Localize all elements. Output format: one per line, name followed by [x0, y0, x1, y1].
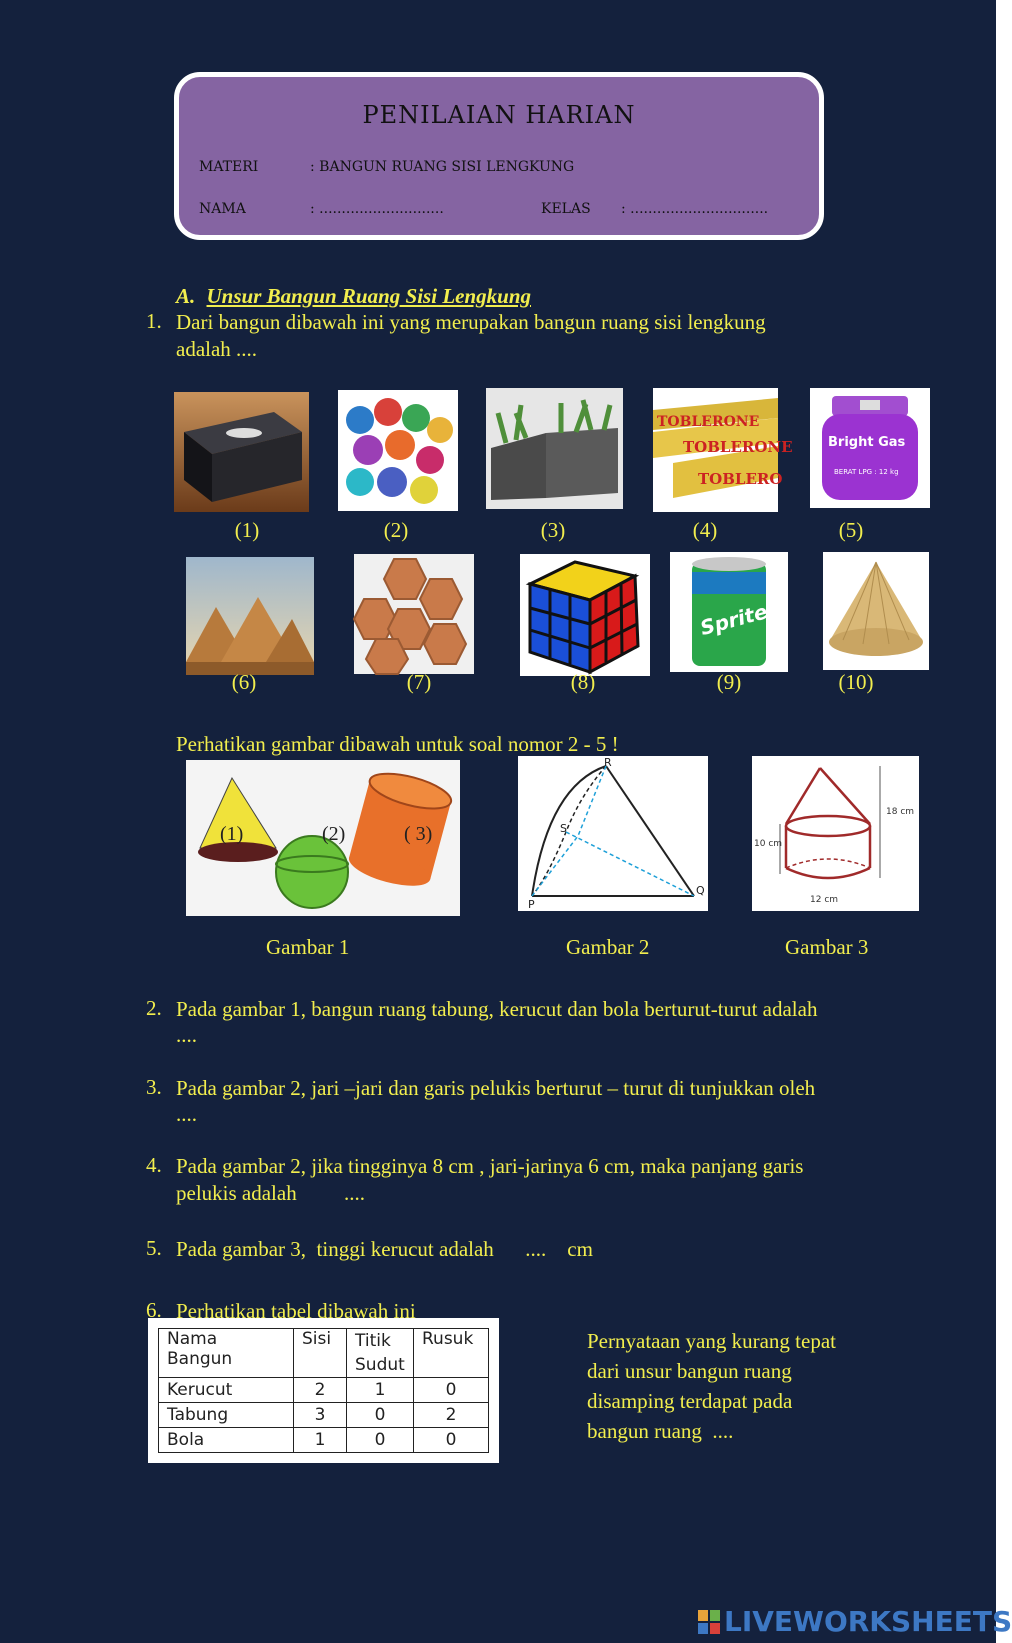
question-1-number: 1. — [146, 309, 162, 333]
page-title: PENILAIAN HARIAN — [362, 101, 636, 129]
rubiks-cube-image — [520, 554, 650, 676]
question-2-line2: .... — [176, 1023, 197, 1047]
table-cell: 0 — [347, 1428, 414, 1453]
figure-2-caption: Gambar 2 — [566, 935, 650, 959]
figure-3-caption: Gambar 3 — [785, 935, 869, 959]
figure-2-point-r: R — [604, 756, 612, 769]
liveworksheets-logo-icon — [698, 1610, 720, 1634]
tissue-box-image — [174, 392, 309, 512]
table-header — [347, 1329, 414, 1378]
figure-3-height-label: 18 cm — [886, 807, 915, 817]
table-header: Nama Bangun — [159, 1329, 294, 1378]
figure-1-image — [186, 760, 460, 916]
pyramids-image — [186, 557, 314, 675]
table-header: Rusuk — [414, 1329, 489, 1378]
question-2-line1: Pada gambar 1, bangun ruang tabung, kerucut dan bola berturut-turut adalah — [176, 997, 818, 1021]
q6-statement-line: Pernyataan yang kurang tepat — [587, 1329, 836, 1353]
question-1-line2: adalah .... — [176, 337, 258, 361]
table-cell: 2 — [294, 1378, 347, 1403]
q1-caption-4: (4) — [692, 518, 718, 542]
section-heading — [176, 283, 531, 310]
question-1-line1: Dari bangun dibawah ini yang merupakan bangun ruang sisi lengkung — [176, 310, 766, 334]
question-3-line1: Pada gambar 2, jari –jari dan garis pelukis berturut – turut di tunjukkan oleh — [176, 1076, 816, 1100]
figure-1-caption: Gambar 1 — [266, 935, 350, 959]
table-header: Sisi — [294, 1329, 347, 1378]
q6-statement — [587, 1326, 836, 1446]
figure-2-point-p: P — [528, 898, 535, 911]
table-cell: 0 — [414, 1428, 489, 1453]
q6-statement-line: dari unsur bangun ruang — [587, 1359, 792, 1383]
hexagon-tiles-image — [354, 554, 474, 674]
q1-caption-10: (10) — [838, 670, 874, 694]
q6-statement-line: bangun ruang .... — [587, 1419, 734, 1443]
q1-caption-2: (2) — [383, 518, 409, 542]
header-card — [174, 72, 824, 240]
figure-1-label-3: ( 3) — [404, 823, 433, 845]
toblerone-image — [653, 388, 793, 512]
table-row — [159, 1403, 489, 1428]
q6-statement-line: disamping terdapat pada — [587, 1389, 793, 1413]
gas-weight-text: BERAT LPG : 12 kg — [834, 468, 899, 476]
q1-caption-8: (8) — [570, 670, 596, 694]
table-header-row — [159, 1329, 489, 1378]
figure-2-point-s: S — [560, 822, 567, 835]
question-4-line1: Pada gambar 2, jika tingginya 8 cm , jari-jarinya 6 cm, maka panjang garis — [176, 1154, 804, 1178]
table-header-text: Titik — [355, 1331, 391, 1351]
question-4-line2: pelukis adalah .... — [176, 1181, 365, 1205]
question-5-line1: Pada gambar 3, tinggi kerucut adalah .... cm — [176, 1237, 593, 1261]
svg-text:TOBLERONE: TOBLERONE — [683, 438, 793, 456]
kelas-label: KELAS — [541, 201, 591, 217]
question-3-number: 3. — [146, 1075, 162, 1099]
figure-1-label-1: (1) — [220, 823, 244, 845]
table-cell: 1 — [294, 1428, 347, 1453]
table-cell: Kerucut — [159, 1378, 294, 1403]
question-4-number: 4. — [146, 1153, 162, 1177]
figure-3-image — [752, 756, 919, 911]
question-6-number: 6. — [146, 1298, 162, 1322]
q1-caption-5: (5) — [838, 518, 864, 542]
table-cell: 3 — [294, 1403, 347, 1428]
section-title: Unsur Bangun Ruang Sisi Lengkung — [206, 284, 532, 308]
kelas-field[interactable]: : ............................... — [621, 201, 769, 217]
q1-caption-3: (3) — [540, 518, 566, 542]
table-cell: Bola — [159, 1428, 294, 1453]
figure-3-diameter-label: 12 cm — [810, 895, 839, 905]
marbles-image — [338, 390, 458, 511]
toblerone-text: TOBLERONE — [657, 414, 760, 430]
sprite-can-image — [670, 552, 788, 672]
table-cell: 1 — [347, 1378, 414, 1403]
properties-table — [158, 1328, 489, 1453]
table-cell: 0 — [347, 1403, 414, 1428]
nama-field[interactable]: : ............................ — [310, 201, 444, 217]
gas-cylinder-image — [810, 388, 930, 508]
q1-caption-7: (7) — [406, 670, 432, 694]
q1-caption-9: (9) — [716, 670, 742, 694]
materi-label: MATERI — [199, 159, 259, 175]
planter-image — [486, 388, 623, 509]
section-marker: A. — [176, 284, 196, 308]
question-5-number: 5. — [146, 1236, 162, 1260]
materi-value: : BANGUN RUANG SISI LENGKUNG — [310, 159, 575, 175]
q1-caption-6: (6) — [231, 670, 257, 694]
question-3-line2: .... — [176, 1102, 197, 1126]
liveworksheets-watermark: LIVEWORKSHEETS — [724, 1605, 1012, 1638]
table-row — [159, 1428, 489, 1453]
q1-caption-1: (1) — [234, 518, 260, 542]
conical-hat-image — [823, 552, 929, 670]
svg-text:TOBLERO: TOBLERO — [698, 470, 783, 488]
figure-3-side-label: 10 cm — [754, 839, 783, 849]
table-header-subtext: Sudut — [355, 1355, 405, 1375]
instruction-text: Perhatikan gambar dibawah untuk soal nomor 2 - 5 ! — [176, 732, 619, 756]
table-cell: 2 — [414, 1403, 489, 1428]
table-cell: Tabung — [159, 1403, 294, 1428]
nama-label: NAMA — [199, 201, 246, 217]
figure-1-label-2: (2) — [322, 823, 346, 845]
figure-2-point-q: Q — [696, 884, 705, 897]
table-row — [159, 1378, 489, 1403]
sprite-logo-text: Sprite — [697, 599, 771, 641]
table-cell: 0 — [414, 1378, 489, 1403]
question-2-number: 2. — [146, 996, 162, 1020]
figure-2-image — [518, 756, 708, 911]
gas-brand-text: Bright Gas — [828, 435, 906, 450]
question-6-intro: Perhatikan tabel dibawah ini — [176, 1299, 416, 1323]
